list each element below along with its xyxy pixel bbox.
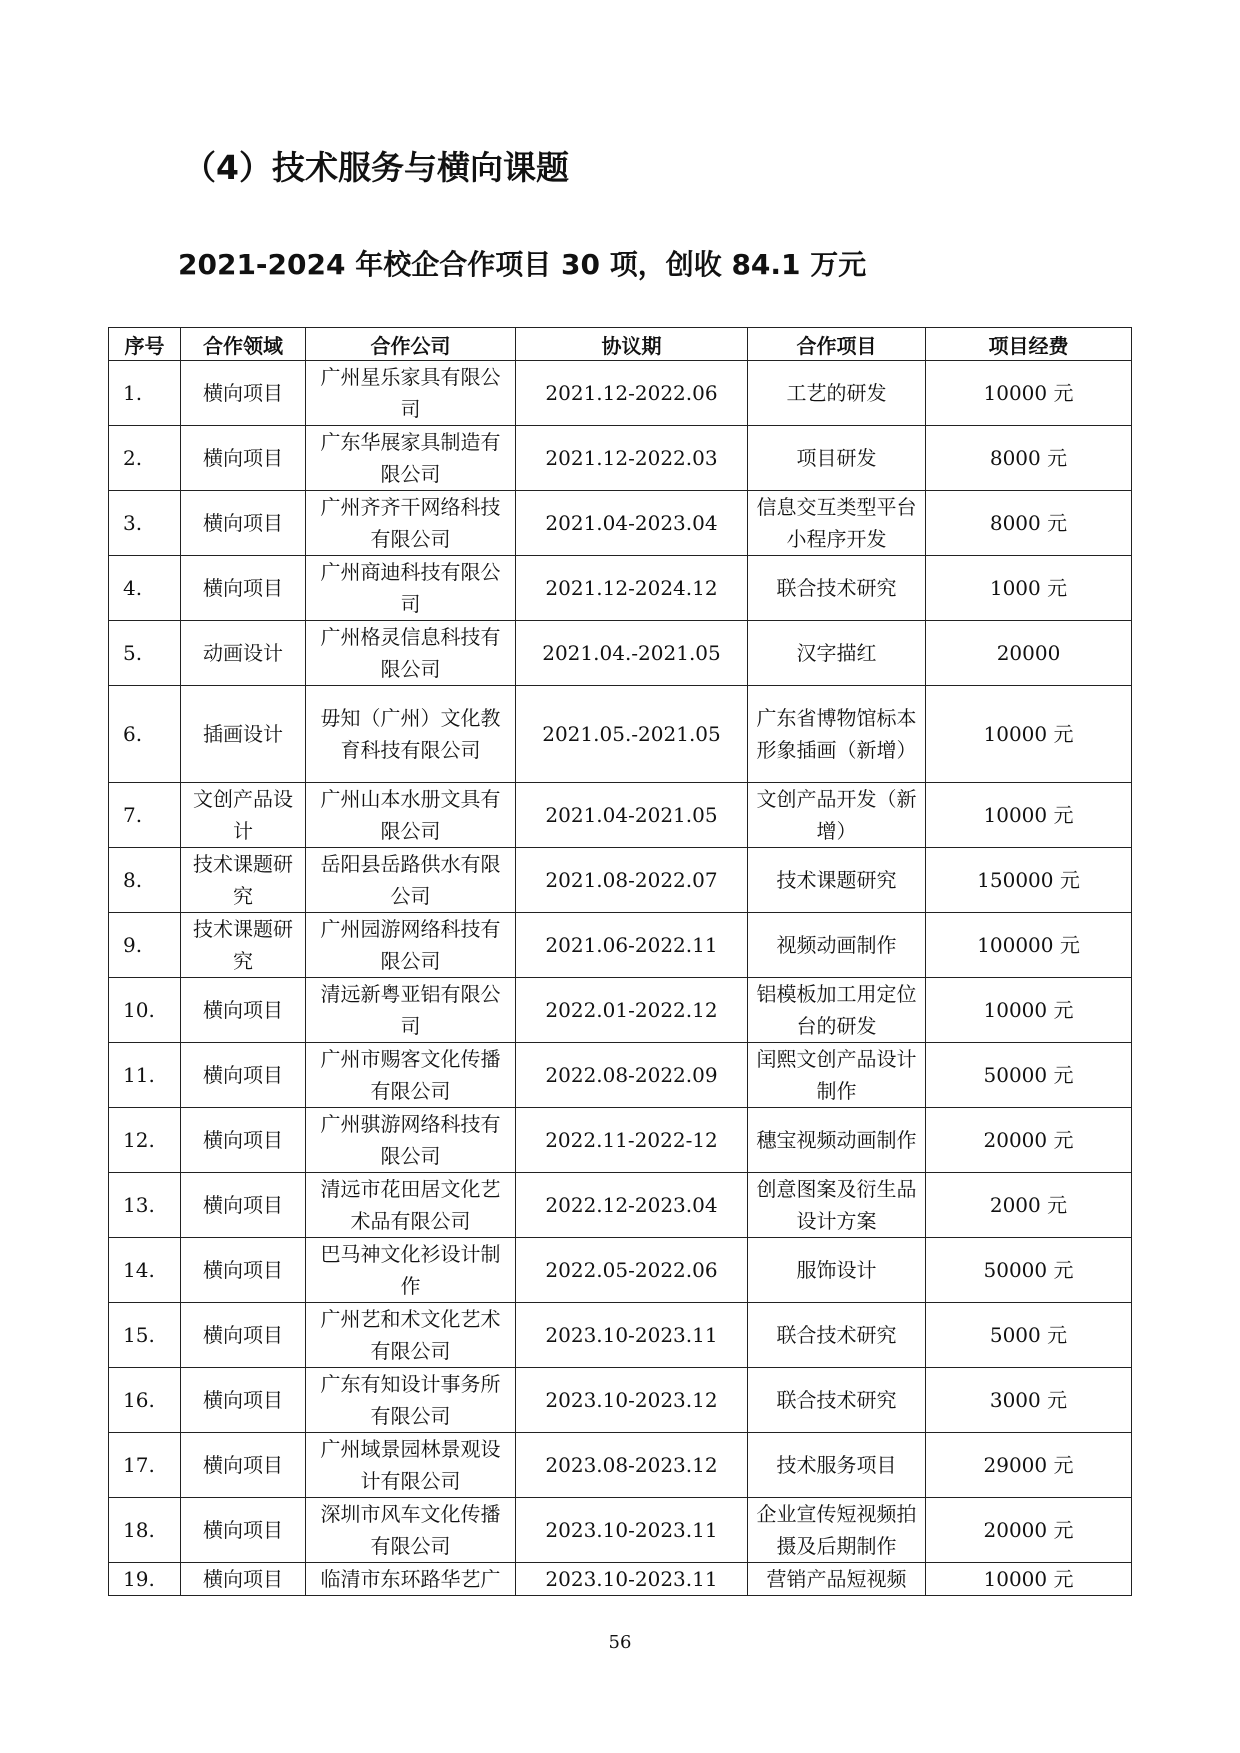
cell-funding: 20000 元 — [926, 1108, 1132, 1173]
cell-period: 2021.05.-2021.05 — [516, 686, 748, 783]
section-heading: （4）技术服务与横向课题 — [183, 148, 569, 187]
cell-company: 广州山本水册文具有限公司 — [306, 783, 516, 848]
cell-funding: 10000 元 — [926, 783, 1132, 848]
cell-project: 闰熙文创产品设计制作 — [748, 1043, 926, 1108]
cell-company: 广州园游网络科技有限公司 — [306, 913, 516, 978]
cell-field: 横向项目 — [181, 1433, 306, 1498]
cell-field: 横向项目 — [181, 491, 306, 556]
cell-no: 2. — [109, 426, 181, 491]
cell-period: 2023.10-2023.12 — [516, 1368, 748, 1433]
table-row — [109, 1368, 1132, 1433]
cell-company: 广州星乐家具有限公司 — [306, 361, 516, 426]
table-body — [109, 361, 1132, 1596]
cell-no: 19. — [109, 1563, 181, 1596]
table-row — [109, 686, 1132, 783]
cell-company: 广东有知设计事务所有限公司 — [306, 1368, 516, 1433]
table-row — [109, 783, 1132, 848]
cell-field: 横向项目 — [181, 426, 306, 491]
summary-heading: 2021-2024 年校企合作项目 30 项，创收 84.1 万元 — [178, 248, 867, 281]
cell-company: 临清市东环路华艺广 — [306, 1563, 516, 1596]
cell-no: 8. — [109, 848, 181, 913]
cell-funding: 8000 元 — [926, 426, 1132, 491]
cell-field: 横向项目 — [181, 556, 306, 621]
header-field: 合作领域 — [181, 328, 306, 361]
cell-no: 6. — [109, 686, 181, 783]
cell-no: 14. — [109, 1238, 181, 1303]
cell-project: 汉字描红 — [748, 621, 926, 686]
header-no: 序号 — [109, 328, 181, 361]
table-row — [109, 1498, 1132, 1563]
cell-company: 清远市花田居文化艺术品有限公司 — [306, 1173, 516, 1238]
cell-field: 横向项目 — [181, 361, 306, 426]
table-row — [109, 1433, 1132, 1498]
header-funding: 项目经费 — [926, 328, 1132, 361]
cell-no: 16. — [109, 1368, 181, 1433]
cell-no: 10. — [109, 978, 181, 1043]
cell-no: 4. — [109, 556, 181, 621]
cell-funding: 10000 元 — [926, 978, 1132, 1043]
cell-field: 横向项目 — [181, 1303, 306, 1368]
cell-field: 动画设计 — [181, 621, 306, 686]
table-row — [109, 491, 1132, 556]
cell-funding: 20000 元 — [926, 1498, 1132, 1563]
table-row — [109, 621, 1132, 686]
table-row — [109, 848, 1132, 913]
cell-field: 横向项目 — [181, 1368, 306, 1433]
cell-project: 创意图案及衍生品设计方案 — [748, 1173, 926, 1238]
cell-funding: 20000 — [926, 621, 1132, 686]
header-period: 协议期 — [516, 328, 748, 361]
cell-company: 巴马神文化衫设计制作 — [306, 1238, 516, 1303]
cell-period: 2023.10-2023.11 — [516, 1498, 748, 1563]
cell-project: 营销产品短视频 — [748, 1563, 926, 1596]
cell-field: 横向项目 — [181, 1498, 306, 1563]
header-company: 合作公司 — [306, 328, 516, 361]
cell-funding: 100000 元 — [926, 913, 1132, 978]
cell-period: 2021.12-2022.06 — [516, 361, 748, 426]
cell-funding: 10000 元 — [926, 361, 1132, 426]
cell-company: 广州齐齐干网络科技有限公司 — [306, 491, 516, 556]
table-row — [109, 1108, 1132, 1173]
header-project: 合作项目 — [748, 328, 926, 361]
cell-company: 广州骐游网络科技有限公司 — [306, 1108, 516, 1173]
cell-field: 文创产品设计 — [181, 783, 306, 848]
cell-no: 5. — [109, 621, 181, 686]
cell-field: 横向项目 — [181, 978, 306, 1043]
cell-funding: 3000 元 — [926, 1368, 1132, 1433]
cell-company: 毋知（广州）文化教育科技有限公司 — [306, 686, 516, 783]
cell-project: 文创产品开发（新增） — [748, 783, 926, 848]
cell-no: 13. — [109, 1173, 181, 1238]
cell-funding: 8000 元 — [926, 491, 1132, 556]
cell-no: 1. — [109, 361, 181, 426]
cell-company: 广州市赐客文化传播有限公司 — [306, 1043, 516, 1108]
cell-funding: 2000 元 — [926, 1173, 1132, 1238]
table-row — [109, 361, 1132, 426]
cell-project: 联合技术研究 — [748, 556, 926, 621]
cell-field: 横向项目 — [181, 1563, 306, 1596]
table-header-row — [109, 328, 1132, 361]
cell-period: 2021.08-2022.07 — [516, 848, 748, 913]
cell-field: 横向项目 — [181, 1173, 306, 1238]
cell-no: 15. — [109, 1303, 181, 1368]
table-row — [109, 1563, 1132, 1596]
cell-period: 2021.04-2023.04 — [516, 491, 748, 556]
cell-funding: 1000 元 — [926, 556, 1132, 621]
table-row — [109, 1043, 1132, 1108]
cell-funding: 150000 元 — [926, 848, 1132, 913]
cell-company: 广州域景园林景观设计有限公司 — [306, 1433, 516, 1498]
cell-period: 2023.08-2023.12 — [516, 1433, 748, 1498]
cell-funding: 10000 元 — [926, 1563, 1132, 1596]
cell-no: 7. — [109, 783, 181, 848]
cell-period: 2023.10-2023.11 — [516, 1563, 748, 1596]
table-row — [109, 426, 1132, 491]
cell-company: 广东华展家具制造有限公司 — [306, 426, 516, 491]
cell-project: 广东省博物馆标本形象插画（新增） — [748, 686, 926, 783]
cell-field: 技术课题研究 — [181, 848, 306, 913]
cell-period: 2021.12-2024.12 — [516, 556, 748, 621]
cell-period: 2022.11-2022-12 — [516, 1108, 748, 1173]
cell-project: 视频动画制作 — [748, 913, 926, 978]
cell-field: 横向项目 — [181, 1238, 306, 1303]
cell-project: 技术服务项目 — [748, 1433, 926, 1498]
cell-period: 2023.10-2023.11 — [516, 1303, 748, 1368]
cell-project: 服饰设计 — [748, 1238, 926, 1303]
cell-period: 2022.05-2022.06 — [516, 1238, 748, 1303]
cell-no: 9. — [109, 913, 181, 978]
cell-period: 2021.04-2021.05 — [516, 783, 748, 848]
cell-project: 联合技术研究 — [748, 1303, 926, 1368]
cell-period: 2021.12-2022.03 — [516, 426, 748, 491]
cell-funding: 10000 元 — [926, 686, 1132, 783]
cell-project: 企业宣传短视频拍摄及后期制作 — [748, 1498, 926, 1563]
cell-period: 2021.06-2022.11 — [516, 913, 748, 978]
cell-no: 18. — [109, 1498, 181, 1563]
cell-field: 插画设计 — [181, 686, 306, 783]
cell-no: 17. — [109, 1433, 181, 1498]
table-row — [109, 1303, 1132, 1368]
table-row — [109, 978, 1132, 1043]
cell-funding: 50000 元 — [926, 1043, 1132, 1108]
cell-company: 广州商迪科技有限公司 — [306, 556, 516, 621]
cell-funding: 50000 元 — [926, 1238, 1132, 1303]
cell-field: 技术课题研究 — [181, 913, 306, 978]
cell-period: 2021.04.-2021.05 — [516, 621, 748, 686]
table-row — [109, 1173, 1132, 1238]
cell-no: 12. — [109, 1108, 181, 1173]
cell-company: 清远新粤亚铝有限公司 — [306, 978, 516, 1043]
cell-project: 技术课题研究 — [748, 848, 926, 913]
cell-project: 铝模板加工用定位台的研发 — [748, 978, 926, 1043]
page-number: 56 — [608, 1632, 632, 1653]
cell-company: 岳阳县岳路供水有限公司 — [306, 848, 516, 913]
cell-no: 3. — [109, 491, 181, 556]
cell-field: 横向项目 — [181, 1043, 306, 1108]
cell-period: 2022.12-2023.04 — [516, 1173, 748, 1238]
table-row — [109, 556, 1132, 621]
cell-period: 2022.01-2022.12 — [516, 978, 748, 1043]
cell-project: 穗宝视频动画制作 — [748, 1108, 926, 1173]
cell-company: 广州艺和术文化艺术有限公司 — [306, 1303, 516, 1368]
projects-table — [108, 327, 1132, 1596]
table-row — [109, 1238, 1132, 1303]
cell-project: 工艺的研发 — [748, 361, 926, 426]
cell-period: 2022.08-2022.09 — [516, 1043, 748, 1108]
cell-company: 广州格灵信息科技有限公司 — [306, 621, 516, 686]
cell-project: 联合技术研究 — [748, 1368, 926, 1433]
cell-funding: 5000 元 — [926, 1303, 1132, 1368]
cell-company: 深圳市风车文化传播有限公司 — [306, 1498, 516, 1563]
cell-no: 11. — [109, 1043, 181, 1108]
cell-project: 项目研发 — [748, 426, 926, 491]
cell-field: 横向项目 — [181, 1108, 306, 1173]
cell-funding: 29000 元 — [926, 1433, 1132, 1498]
table-row — [109, 913, 1132, 978]
cell-project: 信息交互类型平台小程序开发 — [748, 491, 926, 556]
